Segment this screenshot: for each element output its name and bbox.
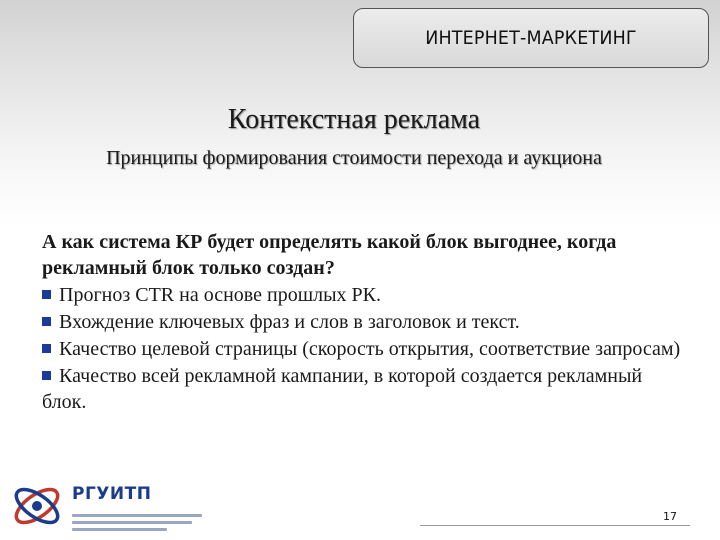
bullet-item [42,309,682,335]
bullet-text: Прогноз CTR на основе прошлых РК. [59,284,381,306]
header-box [353,8,709,68]
question-text: А как система КР будет определять какой блок выгоднее, когда рекламный блок только создан? [42,231,617,279]
logo-tagline-line [72,514,202,517]
bullet-text: Вхождение ключевых фраз и слов в заголовок и текст. [59,311,520,333]
footer-divider [420,525,690,526]
university-logo-icon [8,478,66,534]
bullet-text: Качество целевой страницы (скорость открытия, соответствие запросам) [59,338,681,360]
logo-tagline-line [72,528,167,531]
bullet-item [42,363,682,415]
bullet-square-icon [42,344,51,353]
header-title: ИНТЕРНЕТ-МАРКЕТИНГ [425,27,637,49]
bullet-square-icon [42,290,51,299]
logo-text: РГУИТП [72,484,152,504]
bullet-square-icon [42,371,51,380]
slide-title: Контекстная реклама [227,104,481,135]
slide-subtitle: Принципы формирования стоимости перехода и аукциона [106,147,602,169]
bullet-square-icon [42,317,51,326]
slide-body [42,229,682,416]
bullet-text: Качество всей рекламной кампании, в которой создается рекламный блок. [42,365,643,413]
logo-tagline-line [72,521,192,524]
page-number: 17 [663,510,677,523]
bullet-item [42,336,682,362]
university-logo [8,478,258,536]
bullet-item [42,282,682,308]
